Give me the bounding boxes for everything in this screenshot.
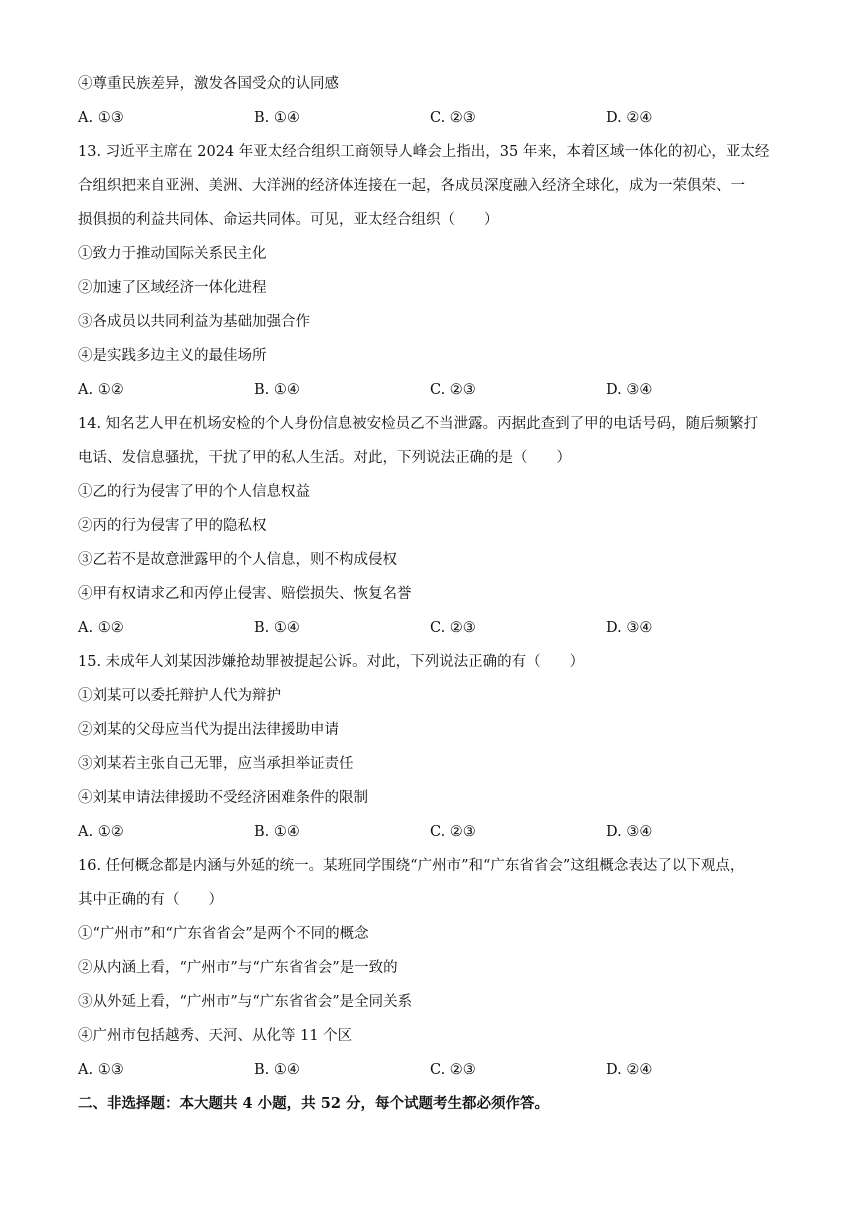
q13-option-b: B. ①④ bbox=[254, 382, 300, 398]
q14-option-a: A. ①② bbox=[78, 620, 124, 636]
q14-stem-line-1: 14. 知名艺人甲在机场安检的个人身份信息被安检员乙不当泄露。丙据此查到了甲的电话号码，随后频繁打 bbox=[78, 416, 759, 432]
q14-option-d: D. ③④ bbox=[606, 620, 653, 636]
q13-stem-line-2: 合组织把来自亚洲、美洲、大洋洲的经济体连接在一起，各成员深度融入经济全球化，成为一荣俱荣、一 bbox=[78, 178, 745, 194]
q16-options bbox=[78, 1056, 788, 1090]
q15-option-d: D. ③④ bbox=[606, 824, 653, 840]
q15-item-2: ②刘某的父母应当代为提出法律援助申请 bbox=[78, 722, 339, 738]
q14-option-b: B. ①④ bbox=[254, 620, 300, 636]
q16-item-4: ④广州市包括越秀、天河、从化等 11 个区 bbox=[78, 1028, 353, 1044]
q14-item-2: ②丙的行为侵害了甲的隐私权 bbox=[78, 518, 267, 534]
q16-option-d: D. ②④ bbox=[606, 1062, 653, 1078]
q12-item-4: ④尊重民族差异，激发各国受众的认同感 bbox=[78, 76, 339, 92]
q14-item-3: ③乙若不是故意泄露甲的个人信息，则不构成侵权 bbox=[78, 552, 397, 568]
q16-option-c: C. ②③ bbox=[430, 1062, 476, 1078]
q13-item-4: ④是实践多边主义的最佳场所 bbox=[78, 348, 267, 364]
q13-stem-line-3: 损俱损的利益共同体、命运共同体。可见，亚太经合组织（ ） bbox=[78, 212, 499, 228]
q12-option-a: A. ①③ bbox=[78, 110, 124, 126]
section-2-heading: 二、非选择题：本大题共 4 小题，共 52 分，每个试题考生都必须作答。 bbox=[78, 1095, 549, 1112]
q15-option-b: B. ①④ bbox=[254, 824, 300, 840]
exam-page bbox=[78, 70, 788, 1124]
q14-options bbox=[78, 614, 788, 648]
q16-option-b: B. ①④ bbox=[254, 1062, 300, 1078]
q13-item-3: ③各成员以共同利益为基础加强合作 bbox=[78, 314, 310, 330]
q15-option-c: C. ②③ bbox=[430, 824, 476, 840]
q12-option-c: C. ②③ bbox=[430, 110, 476, 126]
q15-item-4: ④刘某申请法律援助不受经济困难条件的限制 bbox=[78, 790, 368, 806]
q16-stem-line-1: 16. 任何概念都是内涵与外延的统一。某班同学围绕“广州市”和“广东省省会”这组概念表达了以下观点， bbox=[78, 858, 745, 874]
q15-options bbox=[78, 818, 788, 852]
q13-item-1: ①致力于推动国际关系民主化 bbox=[78, 246, 267, 262]
q16-stem-line-2: 其中正确的有（ ） bbox=[78, 892, 223, 908]
q13-stem-line-1: 13. 习近平主席在 2024 年亚太经合组织工商领导人峰会上指出，35 年来，本着区域一体化的初心，亚太经 bbox=[78, 144, 770, 160]
q15-item-3: ③刘某若主张自己无罪，应当承担举证责任 bbox=[78, 756, 354, 772]
q16-option-a: A. ①③ bbox=[78, 1062, 124, 1078]
q16-item-3: ③从外延上看，“广州市”与“广东省省会”是全同关系 bbox=[78, 994, 413, 1010]
q13-option-c: C. ②③ bbox=[430, 382, 476, 398]
q12-option-b: B. ①④ bbox=[254, 110, 300, 126]
q16-item-1: ①“广州市”和“广东省省会”是两个不同的概念 bbox=[78, 926, 369, 942]
q14-option-c: C. ②③ bbox=[430, 620, 476, 636]
q13-options bbox=[78, 376, 788, 410]
q15-option-a: A. ①② bbox=[78, 824, 124, 840]
q13-item-2: ②加速了区域经济一体化进程 bbox=[78, 280, 267, 296]
q12-options bbox=[78, 104, 788, 138]
q13-option-a: A. ①② bbox=[78, 382, 124, 398]
q12-option-d: D. ②④ bbox=[606, 110, 653, 126]
q13-option-d: D. ③④ bbox=[606, 382, 653, 398]
q14-item-4: ④甲有权请求乙和丙停止侵害、赔偿损失、恢复名誉 bbox=[78, 586, 412, 602]
q15-stem-line-1: 15. 未成年人刘某因涉嫌抢劫罪被提起公诉。对此，下列说法正确的有（ ） bbox=[78, 654, 585, 670]
q15-item-1: ①刘某可以委托辩护人代为辩护 bbox=[78, 688, 281, 704]
q14-stem-line-2: 电话、发信息骚扰，干扰了甲的私人生活。对此，下列说法正确的是（ ） bbox=[78, 450, 571, 466]
q16-item-2: ②从内涵上看，“广州市”与“广东省省会”是一致的 bbox=[78, 960, 398, 976]
q14-item-1: ①乙的行为侵害了甲的个人信息权益 bbox=[78, 484, 310, 500]
